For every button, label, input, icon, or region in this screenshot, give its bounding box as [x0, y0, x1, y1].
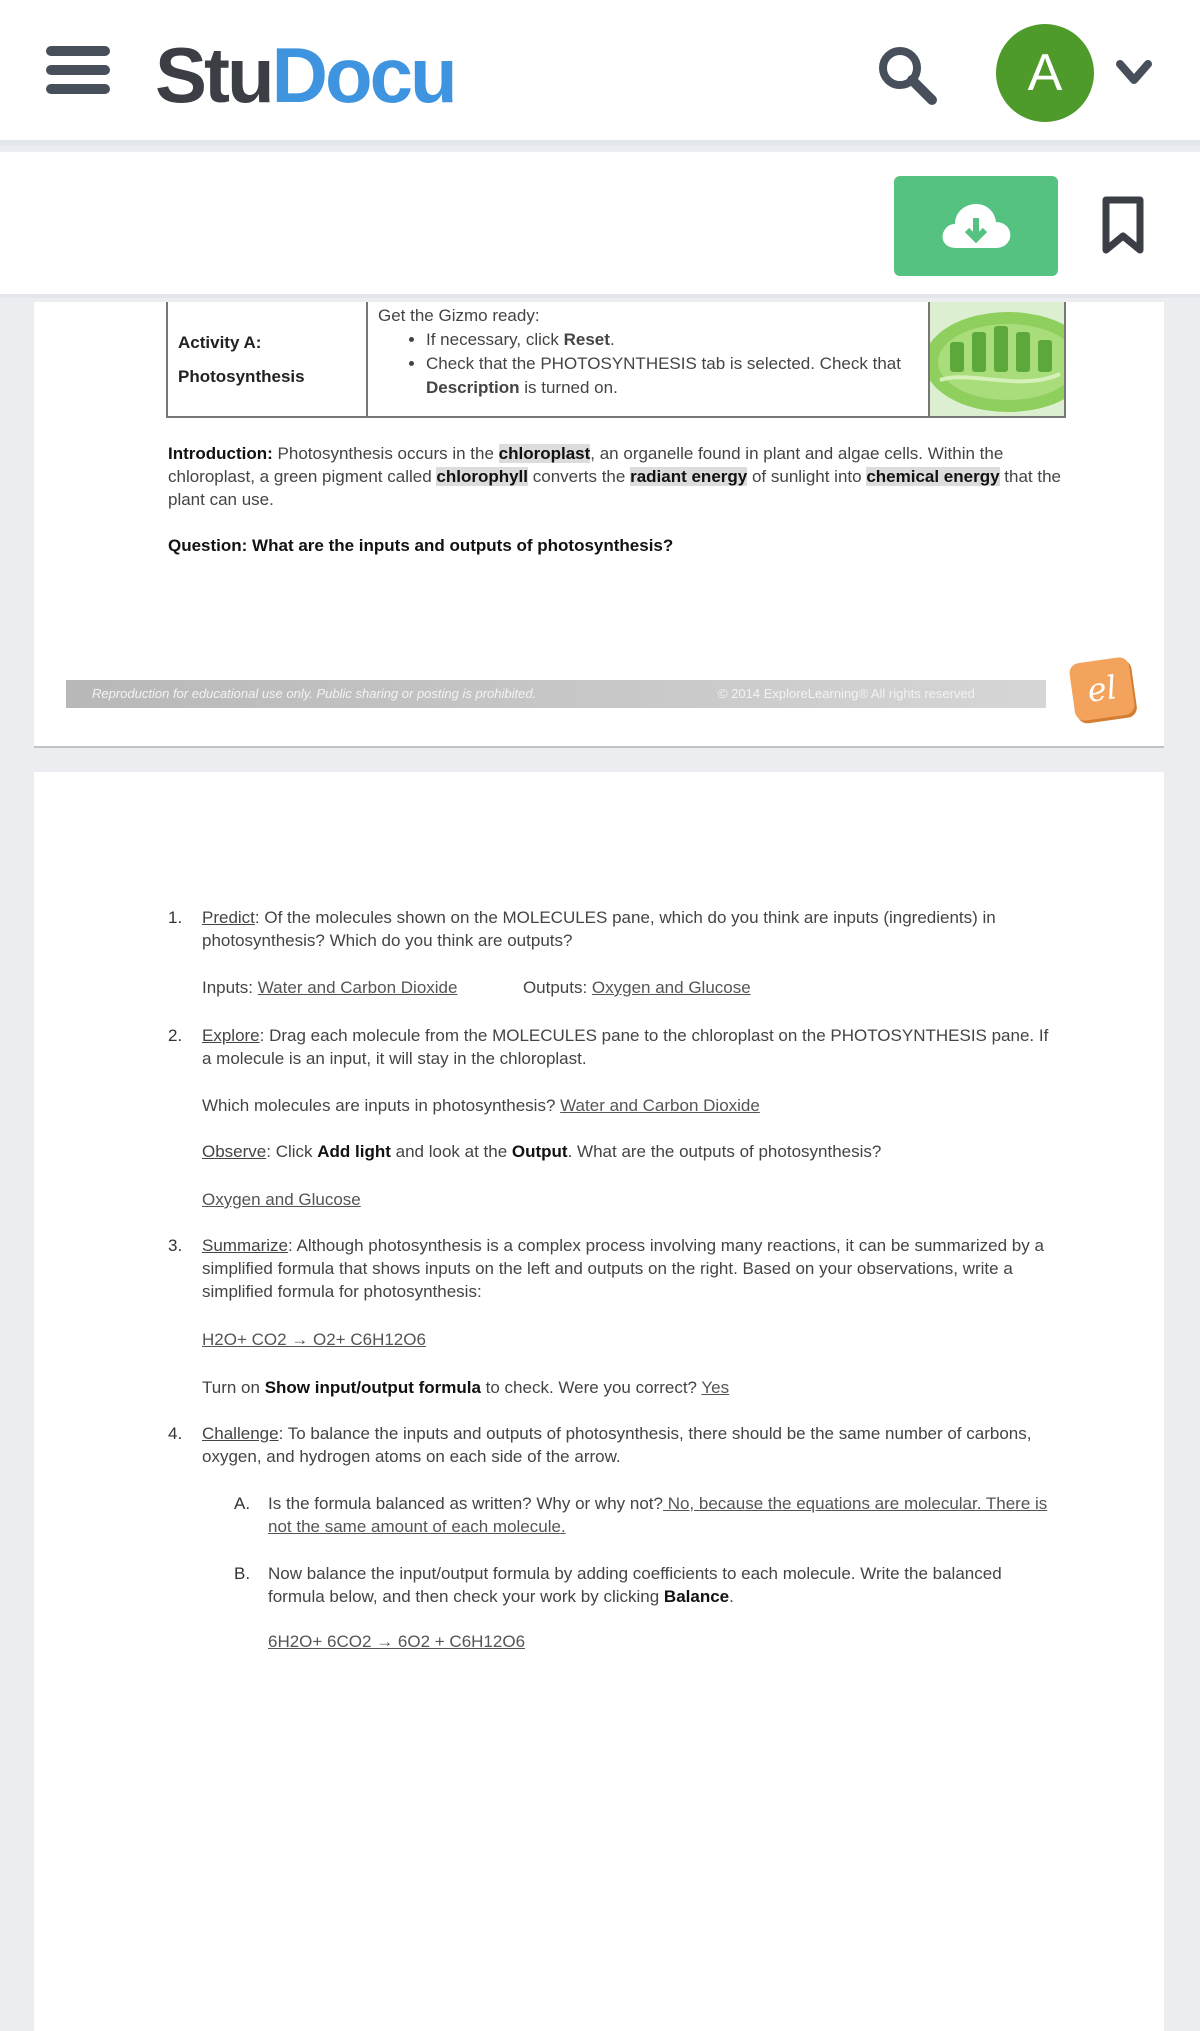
question-heading: Question: What are the inputs and outputs of photosynthesis? — [168, 536, 674, 555]
cloud-download-icon — [938, 198, 1014, 254]
chloroplast-image — [930, 302, 1064, 416]
question-4b: B. Now balance the input/output formula by adding coefficients to each molecule. Write the balanced formula below, and then check your work by clicking Balance. — [234, 1564, 1002, 1606]
question-3: 3. Summarize: Although photosynthesis is a complex process involving many reactions, it can be summarized by a simplified formula that shows inputs on the left and outputs on the right. Based on your observations, write a simplified formula for photosynthesis: — [168, 1236, 1044, 1301]
top-navigation-bar — [0, 0, 1200, 146]
download-button[interactable] — [894, 176, 1058, 276]
user-avatar[interactable]: A — [996, 24, 1094, 122]
chevron-down-icon[interactable] — [1114, 58, 1154, 88]
document-page-2 — [34, 772, 1164, 2031]
list-item: • Check that the PHOTOSYNTHESIS tab is selected. Check that Description is turned on. — [426, 352, 918, 400]
question-3-check: Turn on Show input/output formula to check. Were you correct? Yes — [202, 1378, 730, 1397]
studocu-logo[interactable]: StuDocu — [155, 31, 455, 119]
question-4a: A. Is the formula balanced as written? Why or why not? No, because the equations are molecular. There is not the same amount of each molecule. — [234, 1494, 1048, 1536]
menu-icon[interactable] — [46, 46, 110, 102]
search-icon[interactable] — [874, 42, 940, 108]
activity-table — [166, 302, 1066, 418]
document-action-bar — [0, 152, 1200, 298]
question-2: 2. Explore: Drag each molecule from the MOLECULES pane to the chloroplast on the PHOTOSYNTHESIS pane. If a molecule is an input, it will stay in the chloroplast. — [168, 1026, 1049, 1068]
activity-label: Activity A: Photosynthesis — [168, 302, 368, 416]
question-1: 1. Predict: Of the molecules shown on the MOLECULES pane, which do you think are inputs (ingredients) in photosynthesis? Which do you think are outputs? — [168, 908, 996, 950]
introduction-paragraph: Introduction: Photosynthesis occurs in the chloroplast, an organelle found in plant and algae cells. Within the chloroplast, a green pigment called chlorophyll converts the radiant energy of sunlight into chemical energy that the plant can use. — [168, 444, 1061, 509]
page-footer: Reproduction for educational use only. Public sharing or posting is prohibited. © 2014 ExploreLearning® All rights reserved — [66, 680, 1046, 708]
document-page-1 — [34, 302, 1164, 748]
question-4b-answer: 6H2O+ 6CO2 → 6O2 + C6H12O6 — [268, 1632, 526, 1651]
question-4: 4. Challenge: To balance the inputs and outputs of photosynthesis, there should be the same number of carbons, oxygen, and hydrogen atoms on each side of the arrow. — [168, 1424, 1032, 1466]
question-2-observe: Observe: Click Add light and look at the Output. What are the outputs of photosynthesis? — [202, 1142, 882, 1161]
activity-instructions: Get the Gizmo ready: • If necessary, click Reset. • Check that the PHOTOSYNTHESIS tab is selected. Check that Description is turned on. — [368, 302, 930, 416]
explorelearning-logo: el — [1068, 656, 1135, 722]
question-1-answers: Inputs: Water and Carbon Dioxide Outputs: Oxygen and Glucose — [202, 978, 751, 997]
list-item: • If necessary, click Reset. — [426, 328, 918, 352]
question-3-formula: H2O+ CO2 → O2+ C6H12O6 — [202, 1330, 426, 1349]
question-2-inputs: Which molecules are inputs in photosynthesis? Water and Carbon Dioxide — [202, 1096, 760, 1115]
bookmark-icon[interactable] — [1100, 196, 1146, 256]
question-2-observe-answer: Oxygen and Glucose — [202, 1190, 361, 1209]
